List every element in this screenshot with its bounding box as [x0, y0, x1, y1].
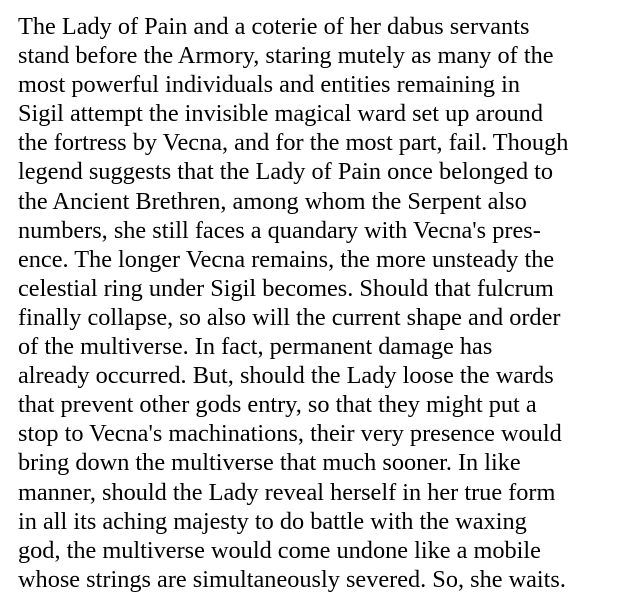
text-line: of the multiverse. In fact, permanent damage has [18, 333, 493, 361]
text-line: already occurred. But, should the Lady loose the wards [18, 362, 554, 390]
text-line: stop to Vecna's machinations, their very presence would [18, 420, 562, 448]
text-line: most powerful individuals and entities remaining in [18, 71, 521, 99]
text-line: in all its aching majesty to do battle with the waxing [18, 507, 527, 535]
text-line: that prevent other gods entry, so that they might put a [18, 391, 537, 419]
text-line: bring down the multiverse that much sooner. In like [18, 449, 521, 477]
text-line: the fortress by Vecna, and for the most part, fail. Though [18, 129, 569, 157]
text-line: Sigil attempt the invisible magical ward set up around [18, 100, 543, 128]
text-line: legend suggests that the Lady of Pain once belonged to [18, 158, 554, 186]
text-line: The Lady of Pain and a coterie of her dabus servants [18, 13, 530, 40]
text-line: the Ancient Brethren, among whom the Serpent also [18, 187, 527, 215]
text-line: finally collapse, so also will the current shape and order [18, 303, 561, 331]
text-line: whose strings are simultaneously severed. So, she waits. [18, 565, 566, 593]
text-line: stand before the Armory, staring mutely as many of the [18, 42, 554, 70]
text-line: god, the multiverse would come undone like a mobile [18, 536, 541, 564]
text-line: ence. The longer Vecna remains, the more unsteady the [18, 245, 555, 273]
body-paragraph [18, 12, 618, 594]
text-line: manner, should the Lady reveal herself in her true form [18, 478, 556, 506]
text-line: celestial ring under Sigil becomes. Should that fulcrum [18, 274, 554, 302]
text-line: numbers, she still faces a quandary with Vecna's pres- [18, 216, 541, 244]
